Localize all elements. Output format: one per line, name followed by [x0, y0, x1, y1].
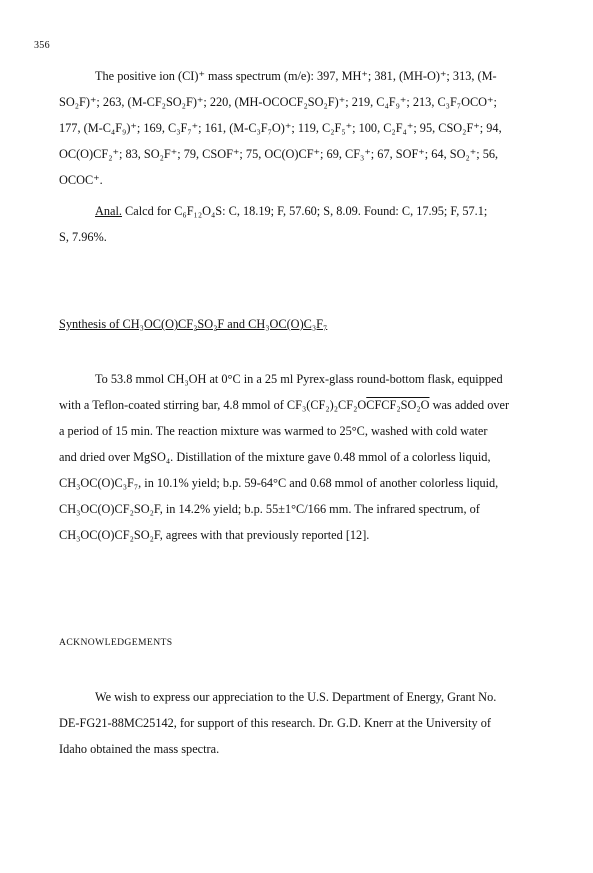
text-line: OC(O)CF₂⁺; 83, SO₂F⁺; 79, CSOF⁺; 75, OC(O)CF⁺; 69, CF₃⁺; 67, SOF⁺; 64, SO₂⁺; 56,: [59, 147, 499, 161]
text-line: a period of 15 min. The reaction mixture was warmed to 25°C, washed with cold water: [59, 424, 488, 438]
text-line: The positive ion (CI)⁺ mass spectrum (m/e): 397, MH⁺; 381, (MH-O)⁺; 313, (M-: [95, 69, 497, 83]
text-line: DE-FG21-88MC25142, for support of this research. Dr. G.D. Knerr at the University of: [59, 716, 492, 730]
analysis-text: Calcd for C₆F₁₂O₄S: C, 18.19; F, 57.60; S, 8.09. Found: C, 17.95; F, 57.1;: [121, 204, 488, 218]
synthesis-heading: Synthesis of CH₃OC(O)CF₂SO₂F and CH₃OC(O)C₃F₇: [59, 317, 328, 331]
text-line: CH₃OC(O)CF₂SO₂F, in 14.2% yield; b.p. 55±1°C/166 mm. The infrared spectrum, of: [59, 502, 480, 516]
text-line: [59, 198, 537, 224]
text-line: 177, (M-C₄F₉)⁺; 169, C₃F₇⁺; 161, (M-C₃F₇O)⁺; 119, C₂F₅⁺; 100, C₂F₄⁺; 95, CSO₂F⁺; 94,: [59, 121, 502, 135]
acknowledgements-paragraph: [59, 684, 537, 762]
mass-spectrum-paragraph: [59, 63, 537, 193]
page-number: 356: [34, 40, 50, 51]
reagent-text: with a Teflon-coated stirring bar, 4.8 mmol of CF₃(CF₂)₂CF₂O: [59, 398, 367, 412]
analysis-label: Anal.: [95, 204, 122, 218]
text-line: OCOC⁺.: [59, 173, 103, 187]
reagent-text-end: was added over: [429, 398, 510, 412]
text-line: and dried over MgSO₄. Distillation of the mixture gave 0.48 mmol of a colorless liquid,: [59, 450, 491, 464]
text-line: Idaho obtained the mass spectra.: [59, 742, 220, 756]
synthesis-paragraph: [59, 366, 537, 548]
text-line: To 53.8 mmol CH₃OH at 0°C in a 25 ml Pyrex-glass round-bottom flask, equipped: [95, 372, 503, 386]
text-line: CH₃OC(O)C₃F₇, in 10.1% yield; b.p. 59-64°C and 0.68 mmol of another colorless liquid,: [59, 476, 499, 490]
text-line: [59, 392, 537, 418]
text-line: SO₂F)⁺; 263, (M-CF₂SO₂F)⁺; 220, (MH-OCOCF₂SO₂F)⁺; 219, C₄F₉⁺; 213, C₃F₇OCO⁺;: [59, 95, 497, 109]
text-line: S, 7.96%.: [59, 230, 107, 244]
text-line: We wish to express our appreciation to the U.S. Department of Energy, Grant No.: [95, 690, 497, 704]
text-line: CH₃OC(O)CF₂SO₂F, agrees with that previously reported [12].: [59, 528, 370, 542]
reagent-ring-text: CFCF₂SO₂O: [366, 398, 430, 412]
analysis-paragraph: [59, 198, 537, 250]
acknowledgements-heading: ACKNOWLEDGEMENTS: [59, 637, 173, 648]
